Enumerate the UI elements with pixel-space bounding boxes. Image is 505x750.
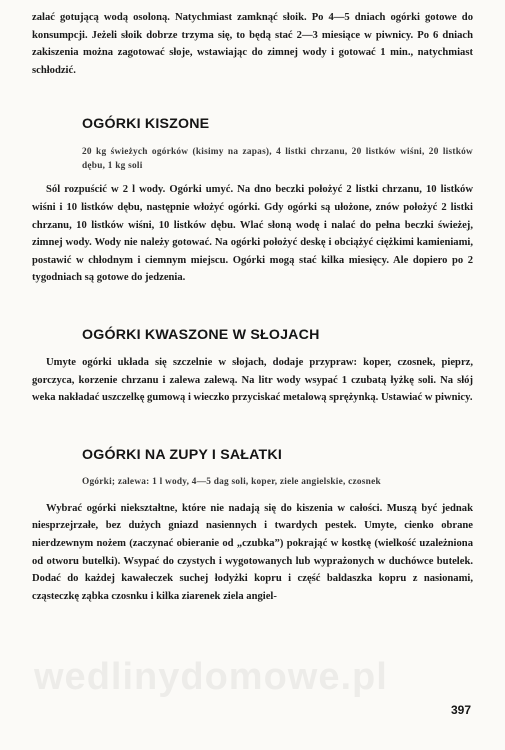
recipe-instructions: Umyte ogórki układa się szczelnie w słojach, dodaje przypraw: koper, czosnek, pieprz, gorczyca, korzenie chrzanu i zalewa zalewą. Na litr wody wsypać 1 czubatą łyżkę soli. Na słój weka nakładać uszczelkę gumową i wieczko przyciskać metalową sprężynką. Ustawiać w piwnicy. xyxy=(32,356,473,404)
recipe-ogorki-kiszone xyxy=(32,116,473,287)
recipe-ogorki-kwaszone xyxy=(32,327,473,407)
watermark: wedlinydomowe.pl xyxy=(34,656,388,698)
recipe-ogorki-na-zupy xyxy=(32,447,473,606)
recipe-title: OGÓRKI KWASZONE W SŁOJACH xyxy=(82,326,320,343)
page-number: 397 xyxy=(450,703,471,717)
intro-paragraph: zalać gotującą wodą osoloną. Natychmiast zamknąć słoik. Po 4—5 dniach ogórki gotowe do konsumpcji. Jeżeli słoik dobrze trzyma się, to będą stać 2—3 miesiące w piwnicy. Po 6 dniach zakiszenia można zagotować słoje, wstawiając do zimnej wody i gotować 1 min., natychmiast schłodzić. xyxy=(32,12,473,76)
recipe-title: OGÓRKI NA ZUPY I SAŁATKI xyxy=(82,446,283,463)
recipe-title: OGÓRKI KISZONE xyxy=(82,116,210,133)
recipe-instructions: Sól rozpuścić w 2 l wody. Ogórki umyć. Na dno beczki położyć 2 listki chrzanu, 10 listków wiśni i 10 listków dębu, następnie włożyć ogórki. Gdy ogórki są ułożone, znów położyć 2 listki chrzanu, 10 listków wiśni, 10 listków dębu. Wlać słoną wodę i nalać do pełna beczki świeżej, zimnej wody. Wody nie należy gotować. Na ogórki położyć deskę i obciążyć ciężkimi kamieniami, postawić w chłodnym i ciemnym miejscu. Ogórki mogą stać kilka miesięcy. Ale dopiero po 2 tygodniach są gotowe do jedzenia. xyxy=(32,184,473,284)
recipe-instructions: Wybrać ogórki niekształtne, które nie nadają się do kiszenia w całości. Muszą być jednak niesprzejrzałe, bez dużych gniazd nasiennych i twardych pestek. Umyte, cienko obrane nierdzewnym nożem (zaczynać obieranie od „czubka”) pokrająć w kostkę (wielkość uzależniona od otworu butelki). Wsypać do czystych i wygotowanych lub wyprażonych w duchówce butelek. Dodać do każdej kawałeczek suchej łodyżki kopru i część baldaszka kopru z nasionami, cząsteczkę ząbka czosnku i kilka ziarenek ziela angiel- xyxy=(32,502,473,602)
recipe-ingredients: 20 kg świeżych ogórków (kisimy na zapas), 4 listki chrzanu, 20 listków wiśni, 20 listków dębu, 1 kg soli xyxy=(82,147,473,172)
recipe-ingredients: Ogórki; zalewa: 1 l wody, 4—5 dag soli, koper, ziele angielskie, czosnek xyxy=(82,476,381,487)
